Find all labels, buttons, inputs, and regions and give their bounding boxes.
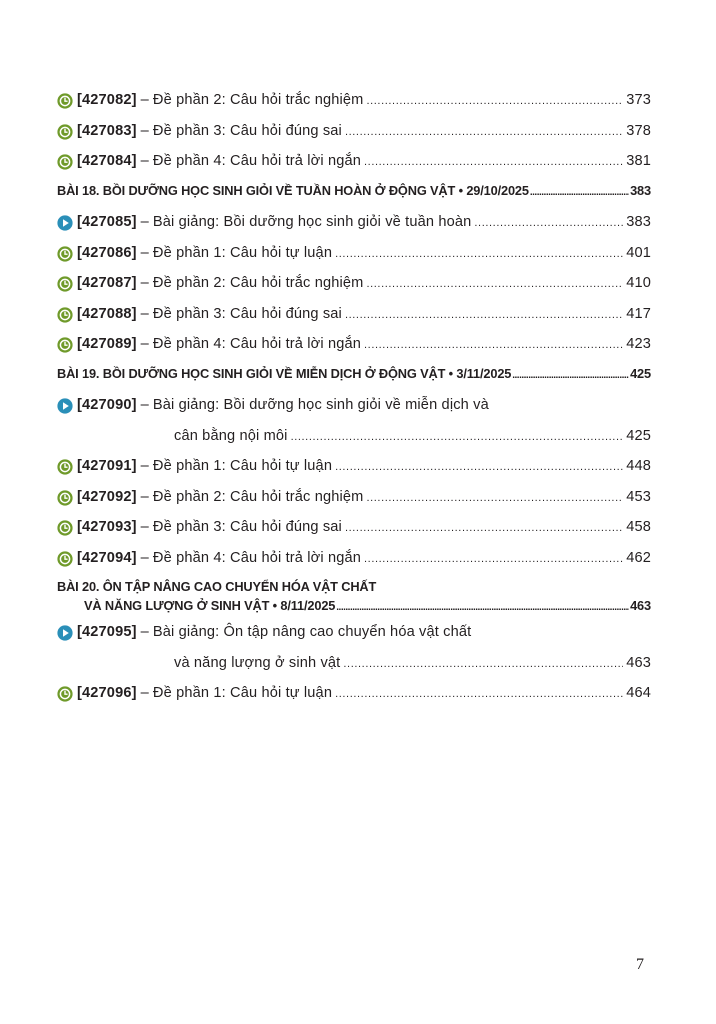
entry-code: [427096] xyxy=(77,685,137,701)
toc-entry[interactable] xyxy=(57,88,651,119)
entry-dash: – xyxy=(140,624,149,640)
dot-leader xyxy=(291,431,624,443)
entry-dash: – xyxy=(140,214,149,230)
toc-entry[interactable] xyxy=(57,393,651,454)
page-ref: 383 xyxy=(630,182,651,198)
entry-code: [427087] xyxy=(77,275,137,291)
dot-leader xyxy=(512,370,629,381)
page-ref: 425 xyxy=(630,365,651,381)
clock-icon xyxy=(57,551,73,567)
entry-title: Đề phần 4: Câu hỏi trả lời ngắn xyxy=(152,549,362,566)
entry-title: Đề phần 3: Câu hỏi đúng sai xyxy=(152,519,342,535)
entry-code: [427084] xyxy=(77,153,137,169)
play-icon xyxy=(57,625,73,641)
dot-leader xyxy=(366,278,623,290)
section-heading[interactable] xyxy=(57,576,651,620)
entry-code: [427094] xyxy=(77,549,137,566)
entry-code: [427091] xyxy=(77,458,137,474)
table-of-contents xyxy=(57,88,651,712)
clock-icon xyxy=(57,124,73,140)
entry-code: [427088] xyxy=(77,305,137,322)
toc-entry[interactable] xyxy=(57,454,651,485)
dot-leader xyxy=(474,217,623,229)
entry-code: [427092] xyxy=(77,488,137,505)
play-icon xyxy=(57,215,73,231)
dot-leader xyxy=(364,553,623,565)
entry-title: Đề phần 4: Câu hỏi trả lời ngắn xyxy=(152,153,362,169)
entry-title: Bài giảng: Bồi dưỡng học sinh giỏi về tuần hoàn xyxy=(152,214,472,230)
entry-dash: – xyxy=(140,122,149,139)
page-ref: 401 xyxy=(626,244,651,261)
entry-code: [427083] xyxy=(77,122,137,139)
entry-title: Bài giảng: Ôn tập nâng cao chuyển hóa vật chất xyxy=(152,624,472,640)
entry-dash: – xyxy=(140,685,149,701)
entry-dash: – xyxy=(140,519,149,535)
section-title: BÀI 19. BỒI DƯỠNG HỌC SINH GIỎI VỀ MIỄN DỊCH Ở ĐỘNG VẬT • 3/11/2025 xyxy=(57,365,512,381)
clock-icon xyxy=(57,93,73,109)
page-ref: 464 xyxy=(626,685,651,701)
page-ref: 378 xyxy=(626,122,651,139)
entry-code: [427082] xyxy=(77,92,137,108)
dot-leader xyxy=(335,688,623,700)
clock-icon xyxy=(57,686,73,702)
entry-code: [427086] xyxy=(77,244,137,261)
section-heading[interactable] xyxy=(57,363,651,394)
entry-title: Đề phần 4: Câu hỏi trả lời ngắn xyxy=(152,336,362,352)
entry-code: [427090] xyxy=(77,397,137,413)
entry-dash: – xyxy=(140,549,149,566)
toc-entry[interactable] xyxy=(57,210,651,241)
entry-title-continued: cân bằng nội môi xyxy=(174,428,288,444)
entry-title: Đề phần 3: Câu hỏi đúng sai xyxy=(152,305,342,322)
clock-icon xyxy=(57,154,73,170)
page-ref: 410 xyxy=(626,275,651,291)
entry-dash: – xyxy=(140,153,149,169)
dot-leader xyxy=(345,309,623,321)
entry-dash: – xyxy=(140,397,149,413)
entry-title: Đề phần 3: Câu hỏi đúng sai xyxy=(152,122,342,139)
entry-title: Đề phần 1: Câu hỏi tự luận xyxy=(152,244,333,261)
toc-entry[interactable] xyxy=(57,515,651,546)
toc-entry[interactable] xyxy=(57,681,651,712)
clock-icon xyxy=(57,337,73,353)
entry-title: Đề phần 2: Câu hỏi trắc nghiệm xyxy=(152,275,364,291)
entry-title-continued: và năng lượng ở sinh vật xyxy=(174,655,341,671)
dot-leader xyxy=(345,522,623,534)
entry-code: [427089] xyxy=(77,336,137,352)
entry-title: Đề phần 1: Câu hỏi tự luận xyxy=(152,458,333,474)
entry-code: [427095] xyxy=(77,624,137,640)
dot-leader xyxy=(366,492,623,504)
entry-title: Bài giảng: Bồi dưỡng học sinh giỏi về miễn dịch và xyxy=(152,397,489,413)
page-ref: 458 xyxy=(626,519,651,535)
entry-dash: – xyxy=(140,92,149,108)
clock-icon xyxy=(57,276,73,292)
toc-entry[interactable] xyxy=(57,119,651,150)
dot-leader xyxy=(364,339,623,351)
dot-leader xyxy=(343,658,623,670)
page-ref: 383 xyxy=(626,214,651,230)
page-ref: 373 xyxy=(626,92,651,108)
dot-leader xyxy=(335,248,623,260)
entry-title: Đề phần 2: Câu hỏi trắc nghiệm xyxy=(152,92,364,108)
toc-entry[interactable] xyxy=(57,620,651,681)
section-title: BÀI 20. ÔN TẬP NÂNG CAO CHUYỂN HÓA VẬT CHẤT xyxy=(57,579,377,594)
page-ref: 417 xyxy=(626,305,651,322)
clock-icon xyxy=(57,459,73,475)
section-title-continued: VÀ NĂNG LƯỢNG Ở SINH VẬT • 8/11/2025 xyxy=(84,598,336,613)
toc-entry[interactable] xyxy=(57,149,651,180)
toc-entry[interactable] xyxy=(57,271,651,302)
page-ref: 453 xyxy=(626,488,651,505)
page-ref: 425 xyxy=(626,428,651,444)
dot-leader xyxy=(530,187,629,198)
section-title: BÀI 18. BỒI DƯỠNG HỌC SINH GIỎI VỀ TUẦN HOÀN Ở ĐỘNG VẬT • 29/10/2025 xyxy=(57,182,529,198)
page-ref: 463 xyxy=(626,655,651,671)
clock-icon xyxy=(57,307,73,323)
entry-dash: – xyxy=(140,488,149,505)
entry-title: Đề phần 1: Câu hỏi tự luận xyxy=(152,685,333,701)
page-number: 7 xyxy=(636,956,644,973)
dot-leader xyxy=(336,602,629,613)
entry-dash: – xyxy=(140,336,149,352)
entry-code: [427093] xyxy=(77,519,137,535)
page-ref: 463 xyxy=(630,598,651,613)
clock-icon xyxy=(57,490,73,506)
page-ref: 462 xyxy=(626,549,651,566)
page-ref: 448 xyxy=(626,458,651,474)
entry-code: [427085] xyxy=(77,214,137,230)
page-ref: 381 xyxy=(626,153,651,169)
toc-entry[interactable] xyxy=(57,302,651,333)
entry-dash: – xyxy=(140,275,149,291)
toc-entry[interactable] xyxy=(57,241,651,272)
entry-dash: – xyxy=(140,244,149,261)
clock-icon xyxy=(57,246,73,262)
page-ref: 423 xyxy=(626,336,651,352)
dot-leader xyxy=(364,156,623,168)
dot-leader xyxy=(335,461,623,473)
entry-dash: – xyxy=(140,458,149,474)
toc-entry[interactable] xyxy=(57,546,651,577)
dot-leader xyxy=(345,126,623,138)
play-icon xyxy=(57,398,73,414)
clock-icon xyxy=(57,520,73,536)
entry-title: Đề phần 2: Câu hỏi trắc nghiệm xyxy=(152,488,364,505)
dot-leader xyxy=(366,95,623,107)
toc-entry[interactable] xyxy=(57,332,651,363)
entry-dash: – xyxy=(140,305,149,322)
section-heading[interactable] xyxy=(57,180,651,211)
toc-entry[interactable] xyxy=(57,485,651,516)
